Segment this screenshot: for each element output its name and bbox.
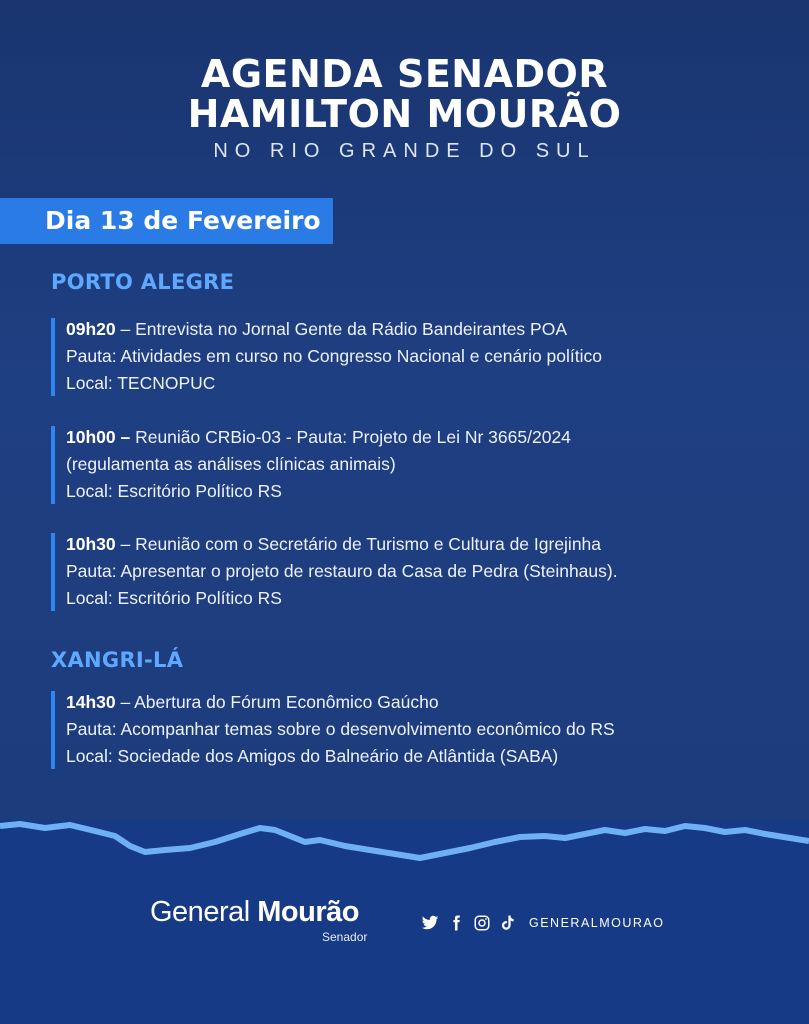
event-local: Local: Sociedade dos Amigos do Balneário de Atlântida (SABA) — [66, 746, 559, 766]
social-handle[interactable]: GENERALMOURAO — [529, 916, 665, 930]
title-line-1: AGENDA SENADOR — [200, 52, 609, 96]
tiktok-icon[interactable] — [499, 914, 517, 932]
event-title: Reunião CRBio-03 - Pauta: Projeto de Lei Nr 3665/2024 — [130, 427, 571, 447]
logo-bold-text: Mourão — [257, 896, 359, 928]
city-heading-porto-alegre: PORTO ALEGRE — [51, 270, 235, 294]
city-heading-xangri-la: XANGRI-LÁ — [51, 648, 184, 672]
event-pauta: Pauta: Acompanhar temas sobre o desenvolvimento econômico do RS — [66, 719, 615, 739]
social-links — [421, 912, 665, 934]
event-title: – Reunião com o Secretário de Turismo e Cultura de Igrejinha — [115, 534, 602, 554]
event-line-1 — [66, 316, 602, 343]
event-line-1 — [66, 689, 615, 716]
event-accent-bar — [51, 533, 55, 611]
logo-role: Senador — [322, 930, 368, 944]
facebook-icon[interactable] — [447, 914, 465, 932]
event-accent-bar — [51, 426, 55, 504]
event-line-1 — [66, 531, 618, 558]
date-label: Dia 13 de Fevereiro — [45, 206, 321, 235]
event-pauta: Pauta: Atividades em curso no Congresso Nacional e cenário político — [66, 346, 602, 366]
event-local: Local: Escritório Político RS — [66, 588, 282, 608]
event-time: 10h00 – — [66, 427, 131, 447]
event-accent-bar — [51, 318, 55, 396]
event-local: Local: TECNOPUC — [66, 373, 216, 393]
event-local: Local: Escritório Político RS — [66, 481, 282, 501]
logo-light-text: General — [150, 896, 258, 928]
event-title: – Entrevista no Jornal Gente da Rádio Bandeirantes POA — [115, 319, 568, 339]
event-pauta: Pauta: Apresentar o projeto de restauro da Casa de Pedra (Steinhaus). — [66, 561, 618, 581]
general-mourao-logo — [150, 896, 359, 929]
subtitle: NO RIO GRANDE DO SUL — [213, 140, 596, 162]
event-time: 09h20 — [66, 319, 116, 339]
twitter-icon[interactable] — [421, 914, 439, 932]
wave-divider — [0, 812, 809, 882]
event-time: 14h30 — [66, 692, 116, 712]
title-line-2: HAMILTON MOURÃO — [187, 92, 622, 136]
event-pauta: (regulamenta as análises clínicas animais) — [66, 454, 396, 474]
event-title: – Abertura do Fórum Econômico Gaúcho — [115, 692, 439, 712]
instagram-icon[interactable] — [473, 914, 491, 932]
event-accent-bar — [51, 691, 55, 769]
event-line-1 — [66, 424, 571, 451]
event-time: 10h30 — [66, 534, 116, 554]
